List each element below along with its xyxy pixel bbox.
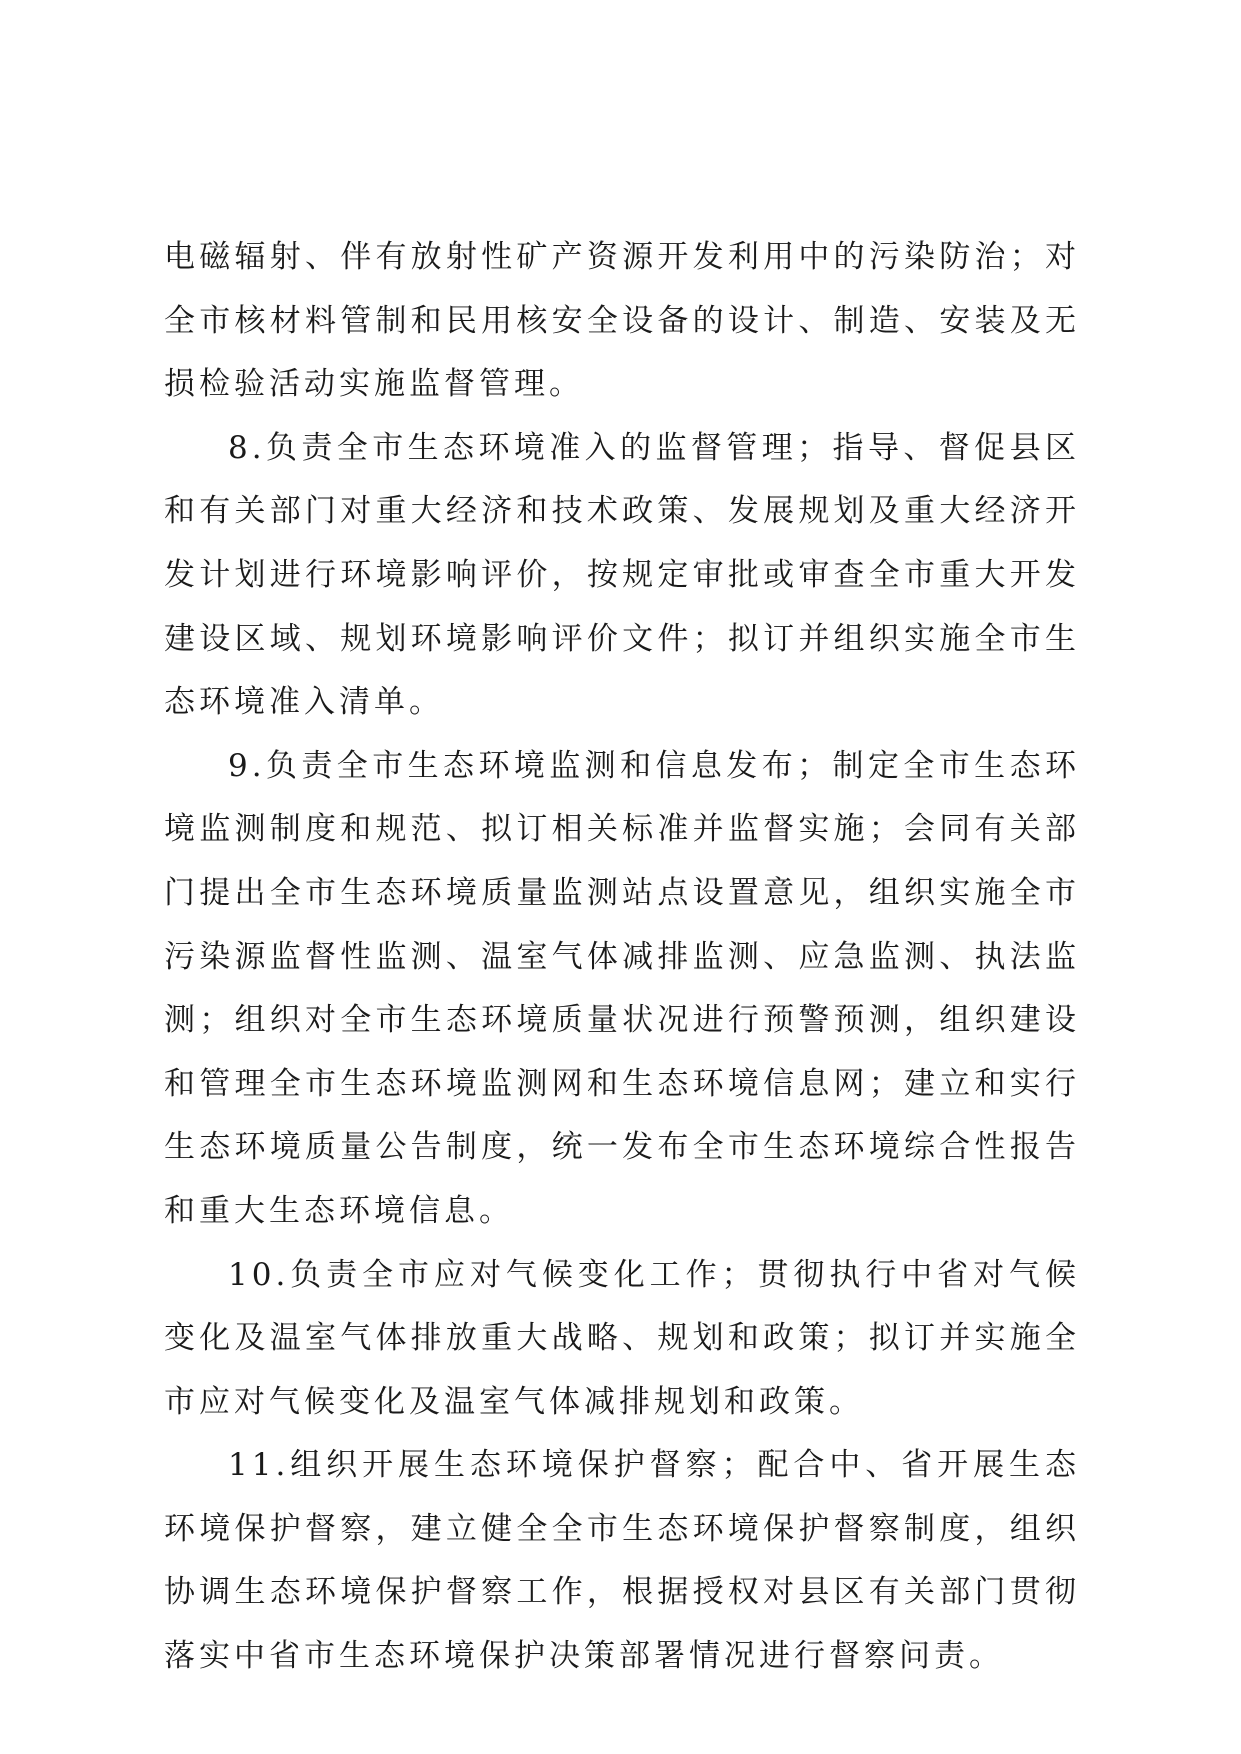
paragraph-item-11: 11.组织开展生态环境保护督察；配合中、省开展生态环境保护督察，建立健全全市生态环境保护督察制度，组织协调生态环境保护督察工作，根据授权对县区有关部门贯彻落实中省市生态环境保护决策部署情况进行督察问责。	[164, 1447, 1080, 1675]
paragraph-item-9: 9.负责全市生态环境监测和信息发布；制定全市生态环境监测制度和规范、拟订相关标准并监督实施；会同有关部门提出全市生态环境质量监测站点设置意见，组织实施全市污染源监督性监测、温室气体减排监测、应急监测、执法监测；组织对全市生态环境质量状况进行预警预测，组织建设和管理全市生态环境监测网和生态环境信息网；建立和实行生态环境质量公告制度，统一发布全市生态环境综合性报告和重大生态环境信息。	[164, 747, 1080, 1229]
paragraph-item-10: 10.负责全市应对气候变化工作；贯彻执行中省对气候变化及温室气体排放重大战略、规划和政策；拟订并实施全市应对气候变化及温室气体减排规划和政策。	[164, 1256, 1080, 1420]
paragraph-continuation: 电磁辐射、伴有放射性矿产资源开发利用中的污染防治；对全市核材料管制和民用核安全设备的设计、制造、安装及无损检验活动实施监督管理。	[164, 239, 1080, 403]
document-body	[164, 226, 1080, 1689]
paragraph-item-8: 8.负责全市生态环境准入的监督管理；指导、督促县区和有关部门对重大经济和技术政策、发展规划及重大经济开发计划进行环境影响评价，按规定审批或审查全市重大开发建设区域、规划环境影响评价文件；拟订并组织实施全市生态环境准入清单。	[164, 429, 1080, 721]
